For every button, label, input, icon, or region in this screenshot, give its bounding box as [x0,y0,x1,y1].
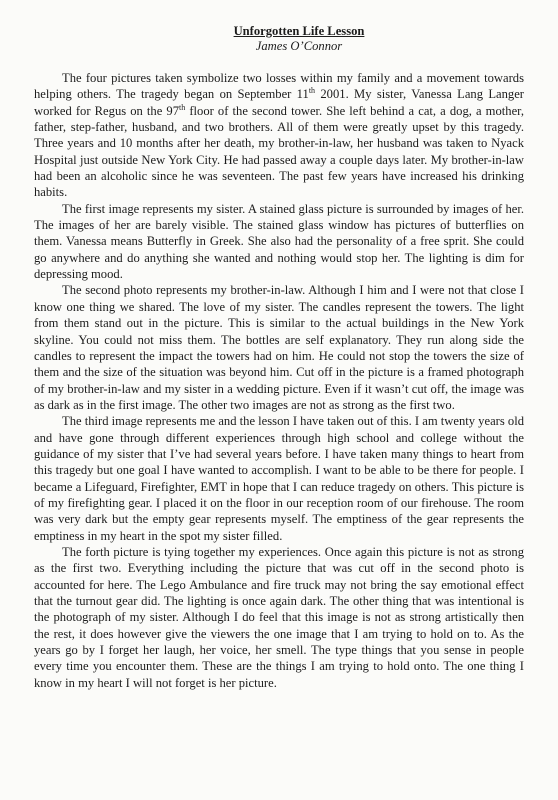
document-page [34,24,524,691]
paragraph-4: The third image represents me and the lesson I have taken out of this. I am twenty years old and have gone through different experiences through high school and college without the guidance of my sister that I’ve had several years before. I have taken many things to heart from this tragedy but one goal I have wanted to accomplish. I want to be able to be there for people. I became a Lifeguard, Firefighter, EMT in hope that I can reduce tragedy on others. This picture is of my firefighting gear. I placed it on the floor in our reception room of our firehouse. The room was very dark but the empty gear represents myself. The emptiness of the gear represents the emptiness in my heart in the spot my sister filled. [34,414,524,543]
ordinal-suffix: th [308,86,316,96]
document-title: Unforgotten Life Lesson [233,24,365,38]
paragraph-1-text-b: 2001. My sister, Vanessa Lang Langer worked for Regus on the 97 [34,87,524,118]
ordinal-suffix: th [179,102,186,112]
document-author: James O’Connor [255,39,343,53]
paragraph-3: The second photo represents my brother-in-law. Although I him and I were not that close I know one thing we shared. The love of my sister. The candles represent the towers. The light from them stand out in the picture. This is similar to the actual buildings in the New York skyline. You could not miss them. The bottles are self explanatory. They run along side the candles to represent the impact the towers had on him. He could not stop the towers the size of them and the size of the situation was beyond him. Cut off in the picture is a framed photograph of my brother-in-law and my sister in a wedding picture. Even if it wasn’t cut off, the image was as dark as in the first image. The other two images are not as strong as the first two. [34,283,524,412]
paragraph-2: The first image represents my sister. A stained glass picture is surrounded by images of her. The images of her are barely visible. The stained glass window has pictures of butterflies on them. Vanessa means Butterfly in Greek. She also had the personality of a free sprit. She could go anywhere and do anything she wanted and nothing would stop her. The lighting is dim for depressing mood. [34,201,524,282]
paragraph-1-text-c: floor of the second tower. She left behind a cat, a dog, a mother, father, step-father, husband, and two brothers. All of them were greatly upset by this tragedy. Three years and 10 months after her death, my brother-in-law, her husband was taken to Nyack Hospital just outside New York City. He had passed away a couple days later. My brother-in-law had been an alcoholic since he was seventeen. The past few years have increased his drinking habits. [34,103,524,200]
paragraph-5: The forth picture is tying together my experiences. Once again this picture is not as strong as the first two. Everything including the picture that was cut off in the second photo is accounted for here. The Lego Ambulance and fire truck may not bring the say emotional effect that the turnout gear did. The lighting is once again dark. The other thing that was intentional is the photograph of my sister. Although I do feel that this image is not as strong artistically then the rest, it does however give the viewers the one image that I am trying to hold on to. As the years go by I forget her laugh, her voice, her smell. The type things that you sense in people every time you encounter them. These are the things I am trying to hold onto. The one thing I know in my heart I will not forget is her picture. [34,544,524,690]
paragraph-1-text-a: The four pictures taken symbolize two losses within my family and a movement towards helping others. The tragedy began on September 11 [34,71,524,102]
paragraph-1 [34,70,524,201]
